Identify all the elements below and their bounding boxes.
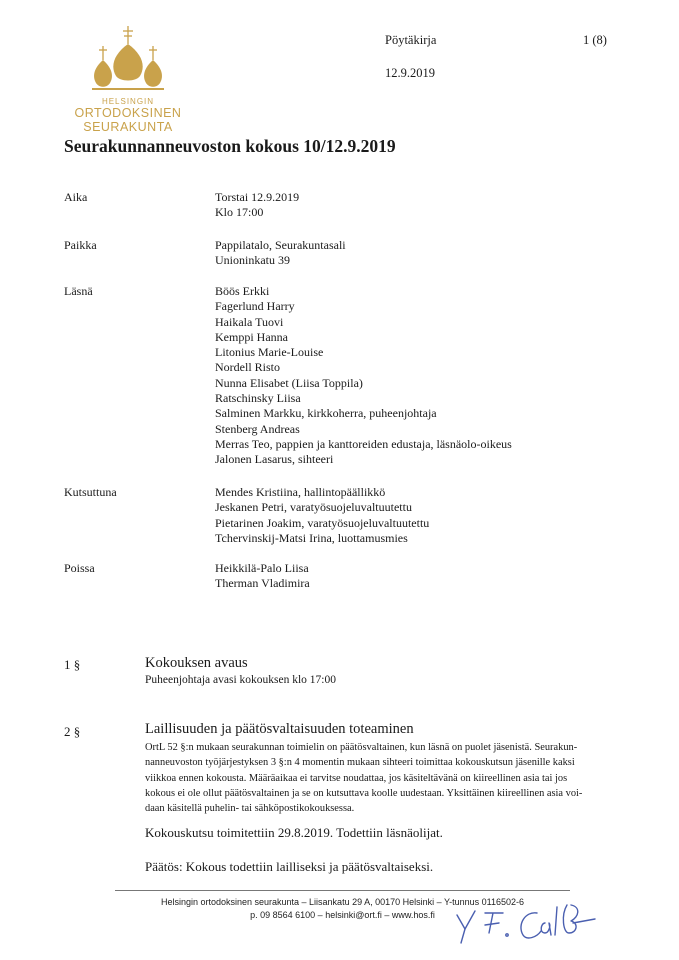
absent-member: Heikkilä-Palo Liisa (215, 561, 309, 575)
footer-divider (115, 890, 570, 891)
present-member: Salminen Markku, kirkkoherra, puheenjohtaja (215, 406, 437, 421)
absent-member: Therman Vladimira (215, 576, 310, 591)
logo-text-helsingin: HELSINGIN (101, 97, 155, 106)
present-member: Stenberg Andreas (215, 421, 300, 436)
time-values (215, 190, 299, 221)
handwritten-signature (445, 893, 615, 953)
section-2-number: 2 § (64, 724, 81, 739)
section-2-title: Laillisuuden ja päätösvaltaisuuden toteaminen (145, 721, 414, 737)
present-member: Nordell Risto (215, 360, 280, 375)
present-member: Haikala Tuovi (215, 314, 284, 329)
time-label: Aika (64, 190, 88, 204)
present-member: Litonius Marie-Louise (215, 345, 324, 360)
page-number: 1 (8) (583, 33, 607, 47)
section-2-decision: Päätös: Kokous todettiin lailliseksi ja päätösvaltaiseksi. (145, 859, 434, 874)
invited-list (215, 485, 429, 546)
section-2-body-line: nanneuvoston työjärjestyksen 3 §:n 4 momentin mukaan sihteeri toimittaa kokouskutsun jäsenille kaksi (145, 757, 575, 769)
place-label: Paikka (64, 238, 97, 252)
page-title: Seurakunnanneuvoston kokous 10/12.9.2019 (64, 136, 396, 156)
logo-text-ortodoksinen: ORTODOKSINEN (74, 106, 182, 120)
invited-member: Jeskanen Petri, varatyösuojeluvaltuutettu (215, 500, 412, 515)
present-member: Kemppi Hanna (215, 329, 288, 344)
invited-label: Kutsuttuna (64, 485, 117, 499)
section-2-body-line: kokous ei ole ollut päätösvaltainen ja se on kutsuttava koolle uudestaan. Yksittäinen kiireellinen asia voi- (145, 787, 583, 799)
footer-address: Helsingin ortodoksinen seurakunta – Liisankatu 29 A, 00170 Helsinki – Y-tunnus 0116502-6 (160, 897, 525, 907)
absent-list (215, 561, 310, 592)
section-1-number: 1 § (64, 657, 81, 672)
present-member: Ratschinsky Liisa (215, 391, 301, 406)
place-values (215, 238, 346, 269)
absent-label: Poissa (64, 561, 95, 575)
section-2-invitation-note: Kokouskutsu toimitettiin 29.8.2019. Todettiin läsnäolijat. (145, 825, 443, 840)
section-2-body-line: OrtL 52 §:n mukaan seurakunnan toimielin on päätösvaltainen, kun läsnä on puolet jäsenistä. Seurakun- (145, 742, 578, 753)
document-date: 12.9.2019 (385, 66, 435, 80)
present-member: Merras Teo, pappien ja kanttoreiden edustaja, läsnäolo-oikeus (215, 436, 512, 451)
section-2-body-line: viikkoa ennen kokousta. Määräaikaa ei tarvitse noudattaa, jos käsiteltävänä on kiireellinen asia tai jos (145, 772, 568, 784)
section-1-title: Kokouksen avaus (145, 655, 248, 671)
time-line: Klo 17:00 (215, 205, 264, 220)
document-type: Pöytäkirja (385, 33, 437, 47)
present-member: Böös Erkki (215, 284, 270, 298)
time-line: Torstai 12.9.2019 (215, 190, 300, 204)
footer-contact: p. 09 8564 6100 – helsinki@ort.fi – www.hos.fi (250, 910, 435, 920)
section-2-body (145, 740, 582, 816)
present-label: Läsnä (64, 284, 93, 298)
place-line: Pappilatalo, Seurakuntasali (215, 238, 346, 252)
section-1-body: Puheenjohtaja avasi kokouksen klo 17:00 (145, 674, 336, 686)
church-domes-icon (74, 24, 182, 96)
invited-member: Tchervinskij-Matsi Irina, luottamusmies (215, 530, 408, 545)
present-member: Fagerlund Harry (215, 299, 295, 314)
invited-member: Pietarinen Joakim, varatyösuojeluvaltuutettu (215, 515, 430, 530)
invited-member: Mendes Kristiina, hallintopäällikkö (215, 485, 386, 499)
place-line: Unioninkatu 39 (215, 253, 290, 268)
parish-logo (74, 24, 182, 136)
logo-text-seurakunta: SEURAKUNTA (83, 119, 173, 134)
present-list (215, 284, 512, 468)
present-member: Jalonen Lasarus, sihteeri (215, 452, 334, 467)
present-member: Nunna Elisabet (Liisa Toppila) (215, 375, 363, 390)
section-2-body-line: daan käsitellä puhelin- tai sähköpostikokouksessa. (145, 803, 355, 815)
